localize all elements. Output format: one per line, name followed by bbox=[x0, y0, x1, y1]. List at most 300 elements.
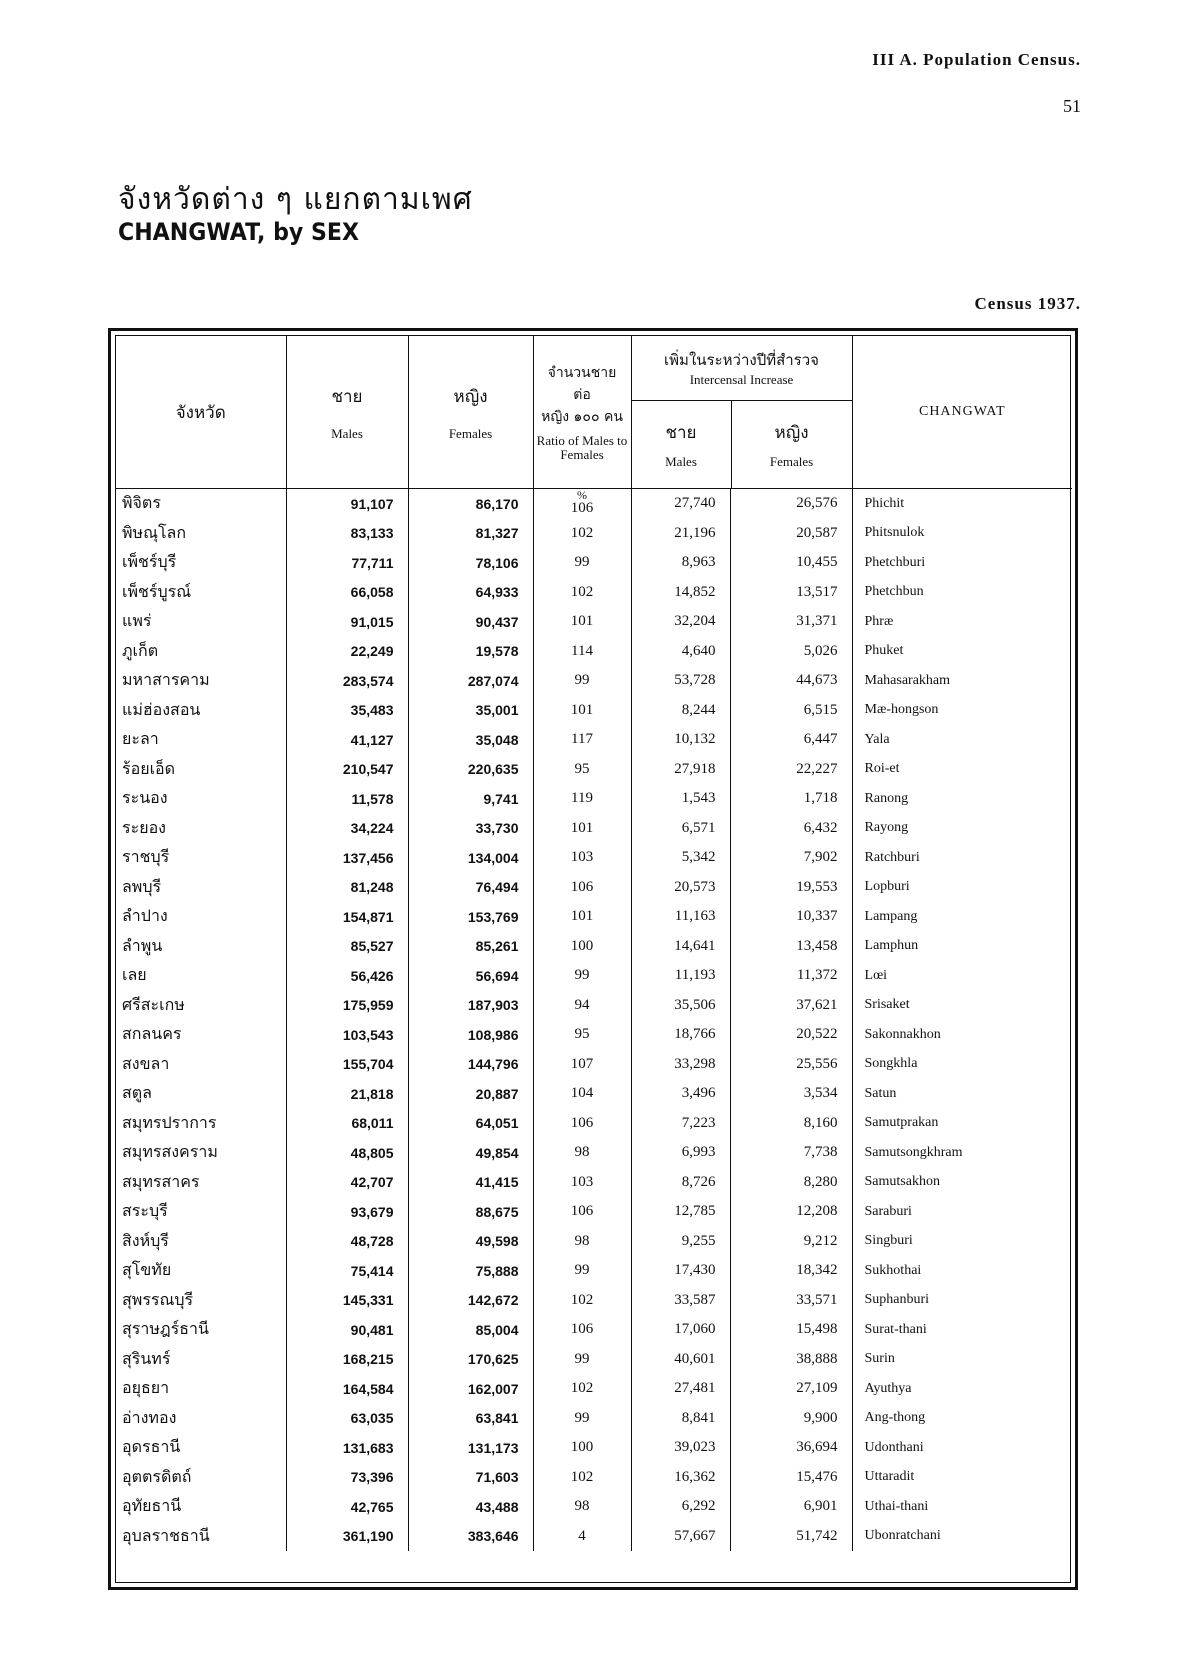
cell-males: 63,035 bbox=[286, 1404, 408, 1434]
cell-inc-males: 6,571 bbox=[631, 814, 730, 844]
cell-inc-females: 9,212 bbox=[730, 1227, 852, 1257]
cell-females: 108,986 bbox=[408, 1020, 533, 1050]
header-females-th: หญิง bbox=[453, 386, 488, 407]
cell-males: 77,711 bbox=[286, 548, 408, 578]
header-ratio bbox=[533, 336, 631, 489]
cell-changwat-th: เพ็ชร์บูรณ์ bbox=[116, 578, 286, 608]
cell-inc-females: 6,515 bbox=[730, 696, 852, 726]
cell-males: 81,248 bbox=[286, 873, 408, 903]
cell-inc-males: 14,641 bbox=[631, 932, 730, 962]
cell-changwat-en: Phitsnulok bbox=[864, 525, 925, 541]
cell-females: 86,170 bbox=[408, 489, 533, 519]
cell-ratio: 99 bbox=[533, 666, 631, 696]
cell-males: 22,249 bbox=[286, 637, 408, 667]
cell-changwat-en: Satun bbox=[864, 1085, 897, 1101]
cell-changwat-en: Ranong bbox=[864, 790, 909, 806]
cell-inc-males: 20,573 bbox=[631, 873, 730, 903]
cell-inc-males: 8,841 bbox=[631, 1404, 730, 1434]
cell-changwat-en: Lampang bbox=[864, 908, 918, 924]
cell-ratio: 94 bbox=[533, 991, 631, 1021]
cell-ratio: 106 bbox=[533, 1197, 631, 1227]
cell-changwat-en: Sakonnakhon bbox=[864, 1026, 941, 1042]
table-row bbox=[116, 725, 1072, 755]
cell-ratio: 98 bbox=[533, 1138, 631, 1168]
header-inc-females bbox=[732, 401, 852, 488]
cell-females: 85,261 bbox=[408, 932, 533, 962]
table-row bbox=[116, 1522, 1072, 1552]
cell-females: 78,106 bbox=[408, 548, 533, 578]
header-increase-top bbox=[632, 336, 852, 401]
table-row bbox=[116, 1463, 1072, 1493]
cell-inc-males: 12,785 bbox=[631, 1197, 730, 1227]
cell-males: 103,543 bbox=[286, 1020, 408, 1050]
cell-males: 48,805 bbox=[286, 1138, 408, 1168]
cell-changwat-en: Songkhla bbox=[864, 1056, 918, 1072]
cell-ratio: 102 bbox=[533, 578, 631, 608]
header-inc-males bbox=[632, 401, 732, 488]
cell-females: 287,074 bbox=[408, 666, 533, 696]
cell-inc-males: 11,193 bbox=[631, 961, 730, 991]
table-row bbox=[116, 1492, 1072, 1522]
cell-inc-females: 26,576 bbox=[730, 489, 852, 519]
page-number: 51 bbox=[1063, 96, 1081, 116]
header-changwat-th-label: จังหวัด bbox=[175, 402, 226, 423]
header-changwat-en bbox=[852, 336, 1072, 489]
cell-ratio: 102 bbox=[533, 1374, 631, 1404]
header-ratio-th-1: จำนวนชาย bbox=[547, 365, 617, 381]
cell-inc-females: 37,621 bbox=[730, 991, 852, 1021]
cell-changwat-th: พิจิตร bbox=[116, 489, 286, 519]
cell-changwat-th: เพ็ชร์บุรี bbox=[116, 548, 286, 578]
cell-inc-males: 17,060 bbox=[631, 1315, 730, 1345]
header-males-th: ชาย bbox=[331, 386, 363, 407]
cell-ratio: 101 bbox=[533, 607, 631, 637]
cell-changwat-en: Suphanburi bbox=[864, 1292, 930, 1308]
cell-females: 64,933 bbox=[408, 578, 533, 608]
cell-changwat-th: ภูเก็ต bbox=[116, 637, 286, 667]
cell-females: 49,854 bbox=[408, 1138, 533, 1168]
cell-ratio: 106 bbox=[533, 1109, 631, 1139]
cell-males: 361,190 bbox=[286, 1522, 408, 1552]
cell-males: 42,707 bbox=[286, 1168, 408, 1198]
cell-females: 162,007 bbox=[408, 1374, 533, 1404]
cell-changwat-th: อุบลราชธานี bbox=[116, 1522, 286, 1552]
header-inc-males-th: ชาย bbox=[665, 423, 697, 443]
cell-inc-females: 13,517 bbox=[730, 578, 852, 608]
cell-inc-males: 3,496 bbox=[631, 1079, 730, 1109]
cell-inc-males: 21,196 bbox=[631, 519, 730, 549]
cell-males: 137,456 bbox=[286, 843, 408, 873]
cell-ratio: 107 bbox=[533, 1050, 631, 1080]
cell-changwat-en: Ratchburi bbox=[864, 849, 920, 865]
cell-changwat-en: Mæ-hongson bbox=[864, 702, 939, 718]
cell-ratio: 106 bbox=[533, 1315, 631, 1345]
cell-changwat-th: สุราษฎร์ธานี bbox=[116, 1315, 286, 1345]
cell-ratio: 99 bbox=[533, 961, 631, 991]
cell-inc-males: 8,244 bbox=[631, 696, 730, 726]
ratio-value: 106 bbox=[570, 500, 594, 517]
title-english: CHANGWAT, by SEX bbox=[118, 218, 359, 246]
cell-females: 35,001 bbox=[408, 696, 533, 726]
table-row bbox=[116, 696, 1072, 726]
cell-ratio: 98 bbox=[533, 1227, 631, 1257]
cell-females: 64,051 bbox=[408, 1109, 533, 1139]
cell-changwat-en: Surat-thani bbox=[864, 1321, 927, 1337]
cell-ratio: 99 bbox=[533, 1345, 631, 1375]
header-females bbox=[408, 336, 533, 489]
cell-changwat-th: สุโขทัย bbox=[116, 1256, 286, 1286]
cell-ratio: 106 bbox=[533, 873, 631, 903]
cell-changwat-th: อุดรธานี bbox=[116, 1433, 286, 1463]
cell-females: 71,603 bbox=[408, 1463, 533, 1493]
cell-males: 93,679 bbox=[286, 1197, 408, 1227]
table-row bbox=[116, 578, 1072, 608]
cell-inc-males: 14,852 bbox=[631, 578, 730, 608]
cell-changwat-en: Roi-et bbox=[864, 761, 900, 777]
cell-ratio: 103 bbox=[533, 843, 631, 873]
title-thai: จังหวัดต่าง ๆ แยกตามเพศ bbox=[118, 182, 473, 217]
cell-changwat-en: Sukhothai bbox=[864, 1262, 922, 1278]
cell-ratio: 102 bbox=[533, 1463, 631, 1493]
table-row bbox=[116, 843, 1072, 873]
cell-ratio: 100 bbox=[533, 1433, 631, 1463]
cell-inc-males: 16,362 bbox=[631, 1463, 730, 1493]
cell-inc-males: 7,223 bbox=[631, 1109, 730, 1139]
cell-females: 88,675 bbox=[408, 1197, 533, 1227]
cell-inc-males: 10,132 bbox=[631, 725, 730, 755]
cell-changwat-en: Phichit bbox=[864, 495, 905, 511]
cell-males: 91,107 bbox=[286, 489, 408, 519]
cell-inc-males: 8,726 bbox=[631, 1168, 730, 1198]
table-row bbox=[116, 1345, 1072, 1375]
cell-males: 75,414 bbox=[286, 1256, 408, 1286]
cell-males: 73,396 bbox=[286, 1463, 408, 1493]
header-increase bbox=[631, 336, 852, 489]
cell-inc-males: 33,587 bbox=[631, 1286, 730, 1316]
cell-inc-females: 1,718 bbox=[730, 784, 852, 814]
cell-changwat-th: ลพบุรี bbox=[116, 873, 286, 903]
table-row bbox=[116, 755, 1072, 785]
cell-ratio: 102 bbox=[533, 1286, 631, 1316]
header-changwat-th bbox=[116, 336, 286, 489]
table-row bbox=[116, 1374, 1072, 1404]
cell-females: 56,694 bbox=[408, 961, 533, 991]
table-row bbox=[116, 1433, 1072, 1463]
header-inc-females-en: Females bbox=[769, 454, 814, 469]
cell-changwat-th: สมุทรสงคราม bbox=[116, 1138, 286, 1168]
table-row bbox=[116, 902, 1072, 932]
cell-changwat-en: Samutsakhon bbox=[864, 1174, 940, 1190]
cell-females: 134,004 bbox=[408, 843, 533, 873]
table-row bbox=[116, 607, 1072, 637]
cell-inc-males: 17,430 bbox=[631, 1256, 730, 1286]
cell-inc-males: 33,298 bbox=[631, 1050, 730, 1080]
table-row bbox=[116, 1168, 1072, 1198]
cell-ratio: 101 bbox=[533, 814, 631, 844]
cell-changwat-th: ระนอง bbox=[116, 784, 286, 814]
cell-inc-females: 7,738 bbox=[730, 1138, 852, 1168]
cell-inc-females: 12,208 bbox=[730, 1197, 852, 1227]
cell-females: 49,598 bbox=[408, 1227, 533, 1257]
header-increase-th: เพิ่มในระหว่างปีที่สำรวจ bbox=[664, 351, 819, 369]
cell-changwat-th: ลำพูน bbox=[116, 932, 286, 962]
cell-inc-females: 51,742 bbox=[730, 1522, 852, 1552]
cell-ratio: 95 bbox=[533, 755, 631, 785]
cell-ratio: 104 bbox=[533, 1079, 631, 1109]
cell-changwat-th: อ่างทอง bbox=[116, 1404, 286, 1434]
cell-changwat-en: Uttaradit bbox=[864, 1469, 915, 1485]
cell-inc-females: 10,337 bbox=[730, 902, 852, 932]
cell-males: 85,527 bbox=[286, 932, 408, 962]
table-row bbox=[116, 1286, 1072, 1316]
cell-inc-females: 31,371 bbox=[730, 607, 852, 637]
cell-changwat-th: สุรินทร์ bbox=[116, 1345, 286, 1375]
cell-females: 75,888 bbox=[408, 1256, 533, 1286]
cell-ratio: 117 bbox=[533, 725, 631, 755]
cell-inc-females: 6,447 bbox=[730, 725, 852, 755]
table-row bbox=[116, 1197, 1072, 1227]
cell-changwat-th: สิงห์บุรี bbox=[116, 1227, 286, 1257]
header-females-en: Females bbox=[448, 425, 493, 441]
cell-females: 85,004 bbox=[408, 1315, 533, 1345]
cell-females: 90,437 bbox=[408, 607, 533, 637]
cell-inc-males: 27,740 bbox=[631, 489, 730, 519]
cell-changwat-th: อุตตรดิตถ์ bbox=[116, 1463, 286, 1493]
cell-changwat-en: Ubonratchani bbox=[864, 1528, 941, 1544]
cell-inc-females: 7,902 bbox=[730, 843, 852, 873]
table-row bbox=[116, 519, 1072, 549]
table-row bbox=[116, 814, 1072, 844]
cell-inc-females: 25,556 bbox=[730, 1050, 852, 1080]
cell-females: 81,327 bbox=[408, 519, 533, 549]
cell-females: 35,048 bbox=[408, 725, 533, 755]
table-row bbox=[116, 548, 1072, 578]
cell-ratio: 99 bbox=[533, 1404, 631, 1434]
cell-changwat-th: ยะลา bbox=[116, 725, 286, 755]
cell-males: 66,058 bbox=[286, 578, 408, 608]
cell-inc-males: 32,204 bbox=[631, 607, 730, 637]
cell-males: 11,578 bbox=[286, 784, 408, 814]
cell-females: 383,646 bbox=[408, 1522, 533, 1552]
cell-changwat-en: Mahasarakham bbox=[864, 672, 951, 688]
cell-changwat-en: Uthai-thani bbox=[864, 1498, 929, 1514]
cell-males: 68,011 bbox=[286, 1109, 408, 1139]
cell-inc-females: 15,498 bbox=[730, 1315, 852, 1345]
cell-ratio: 98 bbox=[533, 1492, 631, 1522]
cell-inc-males: 18,766 bbox=[631, 1020, 730, 1050]
census-table-inner bbox=[115, 335, 1071, 1583]
table-row bbox=[116, 1315, 1072, 1345]
cell-males: 131,683 bbox=[286, 1433, 408, 1463]
cell-inc-females: 15,476 bbox=[730, 1463, 852, 1493]
cell-changwat-en: Phræ bbox=[864, 613, 894, 629]
cell-inc-females: 19,553 bbox=[730, 873, 852, 903]
cell-changwat-en: Samutprakan bbox=[864, 1115, 939, 1131]
cell-changwat-th: ระยอง bbox=[116, 814, 286, 844]
cell-changwat-en: Ayuthya bbox=[864, 1380, 912, 1396]
cell-males: 210,547 bbox=[286, 755, 408, 785]
cell-inc-males: 9,255 bbox=[631, 1227, 730, 1257]
table-row bbox=[116, 1109, 1072, 1139]
cell-inc-females: 6,432 bbox=[730, 814, 852, 844]
cell-changwat-th: สระบุรี bbox=[116, 1197, 286, 1227]
table-row bbox=[116, 991, 1072, 1021]
cell-changwat-th: สมุทรปราการ bbox=[116, 1109, 286, 1139]
cell-males: 164,584 bbox=[286, 1374, 408, 1404]
cell-changwat-en: Rayong bbox=[864, 820, 909, 836]
cell-changwat-en: Phetchbun bbox=[864, 584, 924, 600]
cell-inc-females: 3,534 bbox=[730, 1079, 852, 1109]
cell-inc-females: 5,026 bbox=[730, 637, 852, 667]
cell-males: 154,871 bbox=[286, 902, 408, 932]
cell-ratio: 101 bbox=[533, 902, 631, 932]
table-row bbox=[116, 1227, 1072, 1257]
header-inc-females-th: หญิง bbox=[774, 423, 809, 443]
cell-changwat-en: Singburi bbox=[864, 1233, 913, 1249]
cell-males: 90,481 bbox=[286, 1315, 408, 1345]
cell-females: 20,887 bbox=[408, 1079, 533, 1109]
cell-females: 9,741 bbox=[408, 784, 533, 814]
cell-ratio: 114 bbox=[533, 637, 631, 667]
cell-females: 43,488 bbox=[408, 1492, 533, 1522]
table-row bbox=[116, 666, 1072, 696]
header-males bbox=[286, 336, 408, 489]
table-row bbox=[116, 637, 1072, 667]
cell-males: 175,959 bbox=[286, 991, 408, 1021]
table-header-row bbox=[116, 336, 1072, 489]
cell-females: 220,635 bbox=[408, 755, 533, 785]
table-row bbox=[116, 932, 1072, 962]
header-ratio-en: Ratio of Males to Females bbox=[536, 433, 628, 462]
cell-changwat-th: สมุทรสาคร bbox=[116, 1168, 286, 1198]
cell-inc-females: 9,900 bbox=[730, 1404, 852, 1434]
cell-changwat-en: Udonthani bbox=[864, 1439, 924, 1455]
cell-inc-males: 27,481 bbox=[631, 1374, 730, 1404]
cell-changwat-th: ศรีสะเกษ bbox=[116, 991, 286, 1021]
cell-changwat-th: ลำปาง bbox=[116, 902, 286, 932]
cell-females: 144,796 bbox=[408, 1050, 533, 1080]
cell-females: 142,672 bbox=[408, 1286, 533, 1316]
cell-changwat-en: Saraburi bbox=[864, 1203, 912, 1219]
cell-inc-males: 53,728 bbox=[631, 666, 730, 696]
table-row bbox=[116, 1404, 1072, 1434]
cell-changwat-th: เลย bbox=[116, 961, 286, 991]
cell-inc-females: 33,571 bbox=[730, 1286, 852, 1316]
cell-inc-females: 20,522 bbox=[730, 1020, 852, 1050]
cell-inc-males: 5,342 bbox=[631, 843, 730, 873]
running-head: III A. Population Census. bbox=[872, 50, 1081, 69]
cell-males: 155,704 bbox=[286, 1050, 408, 1080]
cell-males: 91,015 bbox=[286, 607, 408, 637]
cell-inc-males: 11,163 bbox=[631, 902, 730, 932]
cell-changwat-en: Phuket bbox=[864, 643, 904, 659]
cell-ratio: 102 bbox=[533, 519, 631, 549]
cell-changwat-th: แม่ฮ่องสอน bbox=[116, 696, 286, 726]
cell-changwat-en: Samutsongkhram bbox=[864, 1144, 963, 1160]
cell-inc-females: 27,109 bbox=[730, 1374, 852, 1404]
cell-inc-females: 18,342 bbox=[730, 1256, 852, 1286]
table-row bbox=[116, 1256, 1072, 1286]
cell-males: 283,574 bbox=[286, 666, 408, 696]
cell-inc-males: 39,023 bbox=[631, 1433, 730, 1463]
cell-inc-males: 1,543 bbox=[631, 784, 730, 814]
cell-inc-males: 27,918 bbox=[631, 755, 730, 785]
header-increase-en: Intercensal Increase bbox=[689, 372, 794, 387]
cell-inc-females: 13,458 bbox=[730, 932, 852, 962]
cell-changwat-th: มหาสารคาม bbox=[116, 666, 286, 696]
cell-ratio: 95 bbox=[533, 1020, 631, 1050]
cell-ratio bbox=[533, 489, 631, 519]
ratio-percent-sign: % bbox=[577, 488, 587, 503]
cell-females: 76,494 bbox=[408, 873, 533, 903]
header-males-en: Males bbox=[331, 425, 363, 441]
cell-males: 168,215 bbox=[286, 1345, 408, 1375]
header-changwat-en-label: CHANGWAT bbox=[918, 404, 1006, 419]
cell-changwat-en: Ang-thong bbox=[864, 1410, 926, 1426]
cell-changwat-th: สงขลา bbox=[116, 1050, 286, 1080]
cell-changwat-en: Lamphun bbox=[864, 938, 919, 954]
cell-inc-males: 4,640 bbox=[631, 637, 730, 667]
cell-females: 63,841 bbox=[408, 1404, 533, 1434]
cell-inc-females: 44,673 bbox=[730, 666, 852, 696]
cell-changwat-en: Lopburi bbox=[864, 879, 910, 895]
cell-inc-females: 8,160 bbox=[730, 1109, 852, 1139]
census-table-frame bbox=[108, 328, 1078, 1590]
cell-females: 153,769 bbox=[408, 902, 533, 932]
cell-changwat-th: พิษณุโลก bbox=[116, 519, 286, 549]
table-row bbox=[116, 784, 1072, 814]
cell-inc-females: 8,280 bbox=[730, 1168, 852, 1198]
cell-males: 145,331 bbox=[286, 1286, 408, 1316]
cell-ratio: 100 bbox=[533, 932, 631, 962]
cell-males: 83,133 bbox=[286, 519, 408, 549]
table-body bbox=[116, 489, 1072, 1552]
cell-changwat-th: แพร่ bbox=[116, 607, 286, 637]
table-row bbox=[116, 1050, 1072, 1080]
cell-changwat-th: สุพรรณบุรี bbox=[116, 1286, 286, 1316]
cell-females: 131,173 bbox=[408, 1433, 533, 1463]
census-table bbox=[116, 336, 1072, 1551]
table-row bbox=[116, 961, 1072, 991]
cell-ratio: 119 bbox=[533, 784, 631, 814]
cell-changwat-th: ร้อยเอ็ด bbox=[116, 755, 286, 785]
cell-ratio: 4 bbox=[533, 1522, 631, 1552]
cell-changwat-th: อุทัยธานี bbox=[116, 1492, 286, 1522]
cell-males: 34,224 bbox=[286, 814, 408, 844]
cell-females: 170,625 bbox=[408, 1345, 533, 1375]
cell-inc-males: 35,506 bbox=[631, 991, 730, 1021]
cell-changwat-en: Yala bbox=[864, 731, 890, 747]
table-row bbox=[116, 489, 1072, 519]
cell-inc-females: 36,694 bbox=[730, 1433, 852, 1463]
cell-inc-females: 38,888 bbox=[730, 1345, 852, 1375]
cell-males: 21,818 bbox=[286, 1079, 408, 1109]
cell-ratio: 99 bbox=[533, 1256, 631, 1286]
cell-inc-males: 40,601 bbox=[631, 1345, 730, 1375]
cell-males: 35,483 bbox=[286, 696, 408, 726]
cell-changwat-en: Phetchburi bbox=[864, 554, 926, 570]
cell-males: 42,765 bbox=[286, 1492, 408, 1522]
cell-females: 187,903 bbox=[408, 991, 533, 1021]
cell-changwat-th: อยุธยา bbox=[116, 1374, 286, 1404]
cell-inc-females: 20,587 bbox=[730, 519, 852, 549]
table-row bbox=[116, 1079, 1072, 1109]
cell-females: 33,730 bbox=[408, 814, 533, 844]
cell-ratio: 103 bbox=[533, 1168, 631, 1198]
cell-changwat-en: Srisaket bbox=[864, 997, 910, 1013]
cell-females: 41,415 bbox=[408, 1168, 533, 1198]
table-row bbox=[116, 1138, 1072, 1168]
